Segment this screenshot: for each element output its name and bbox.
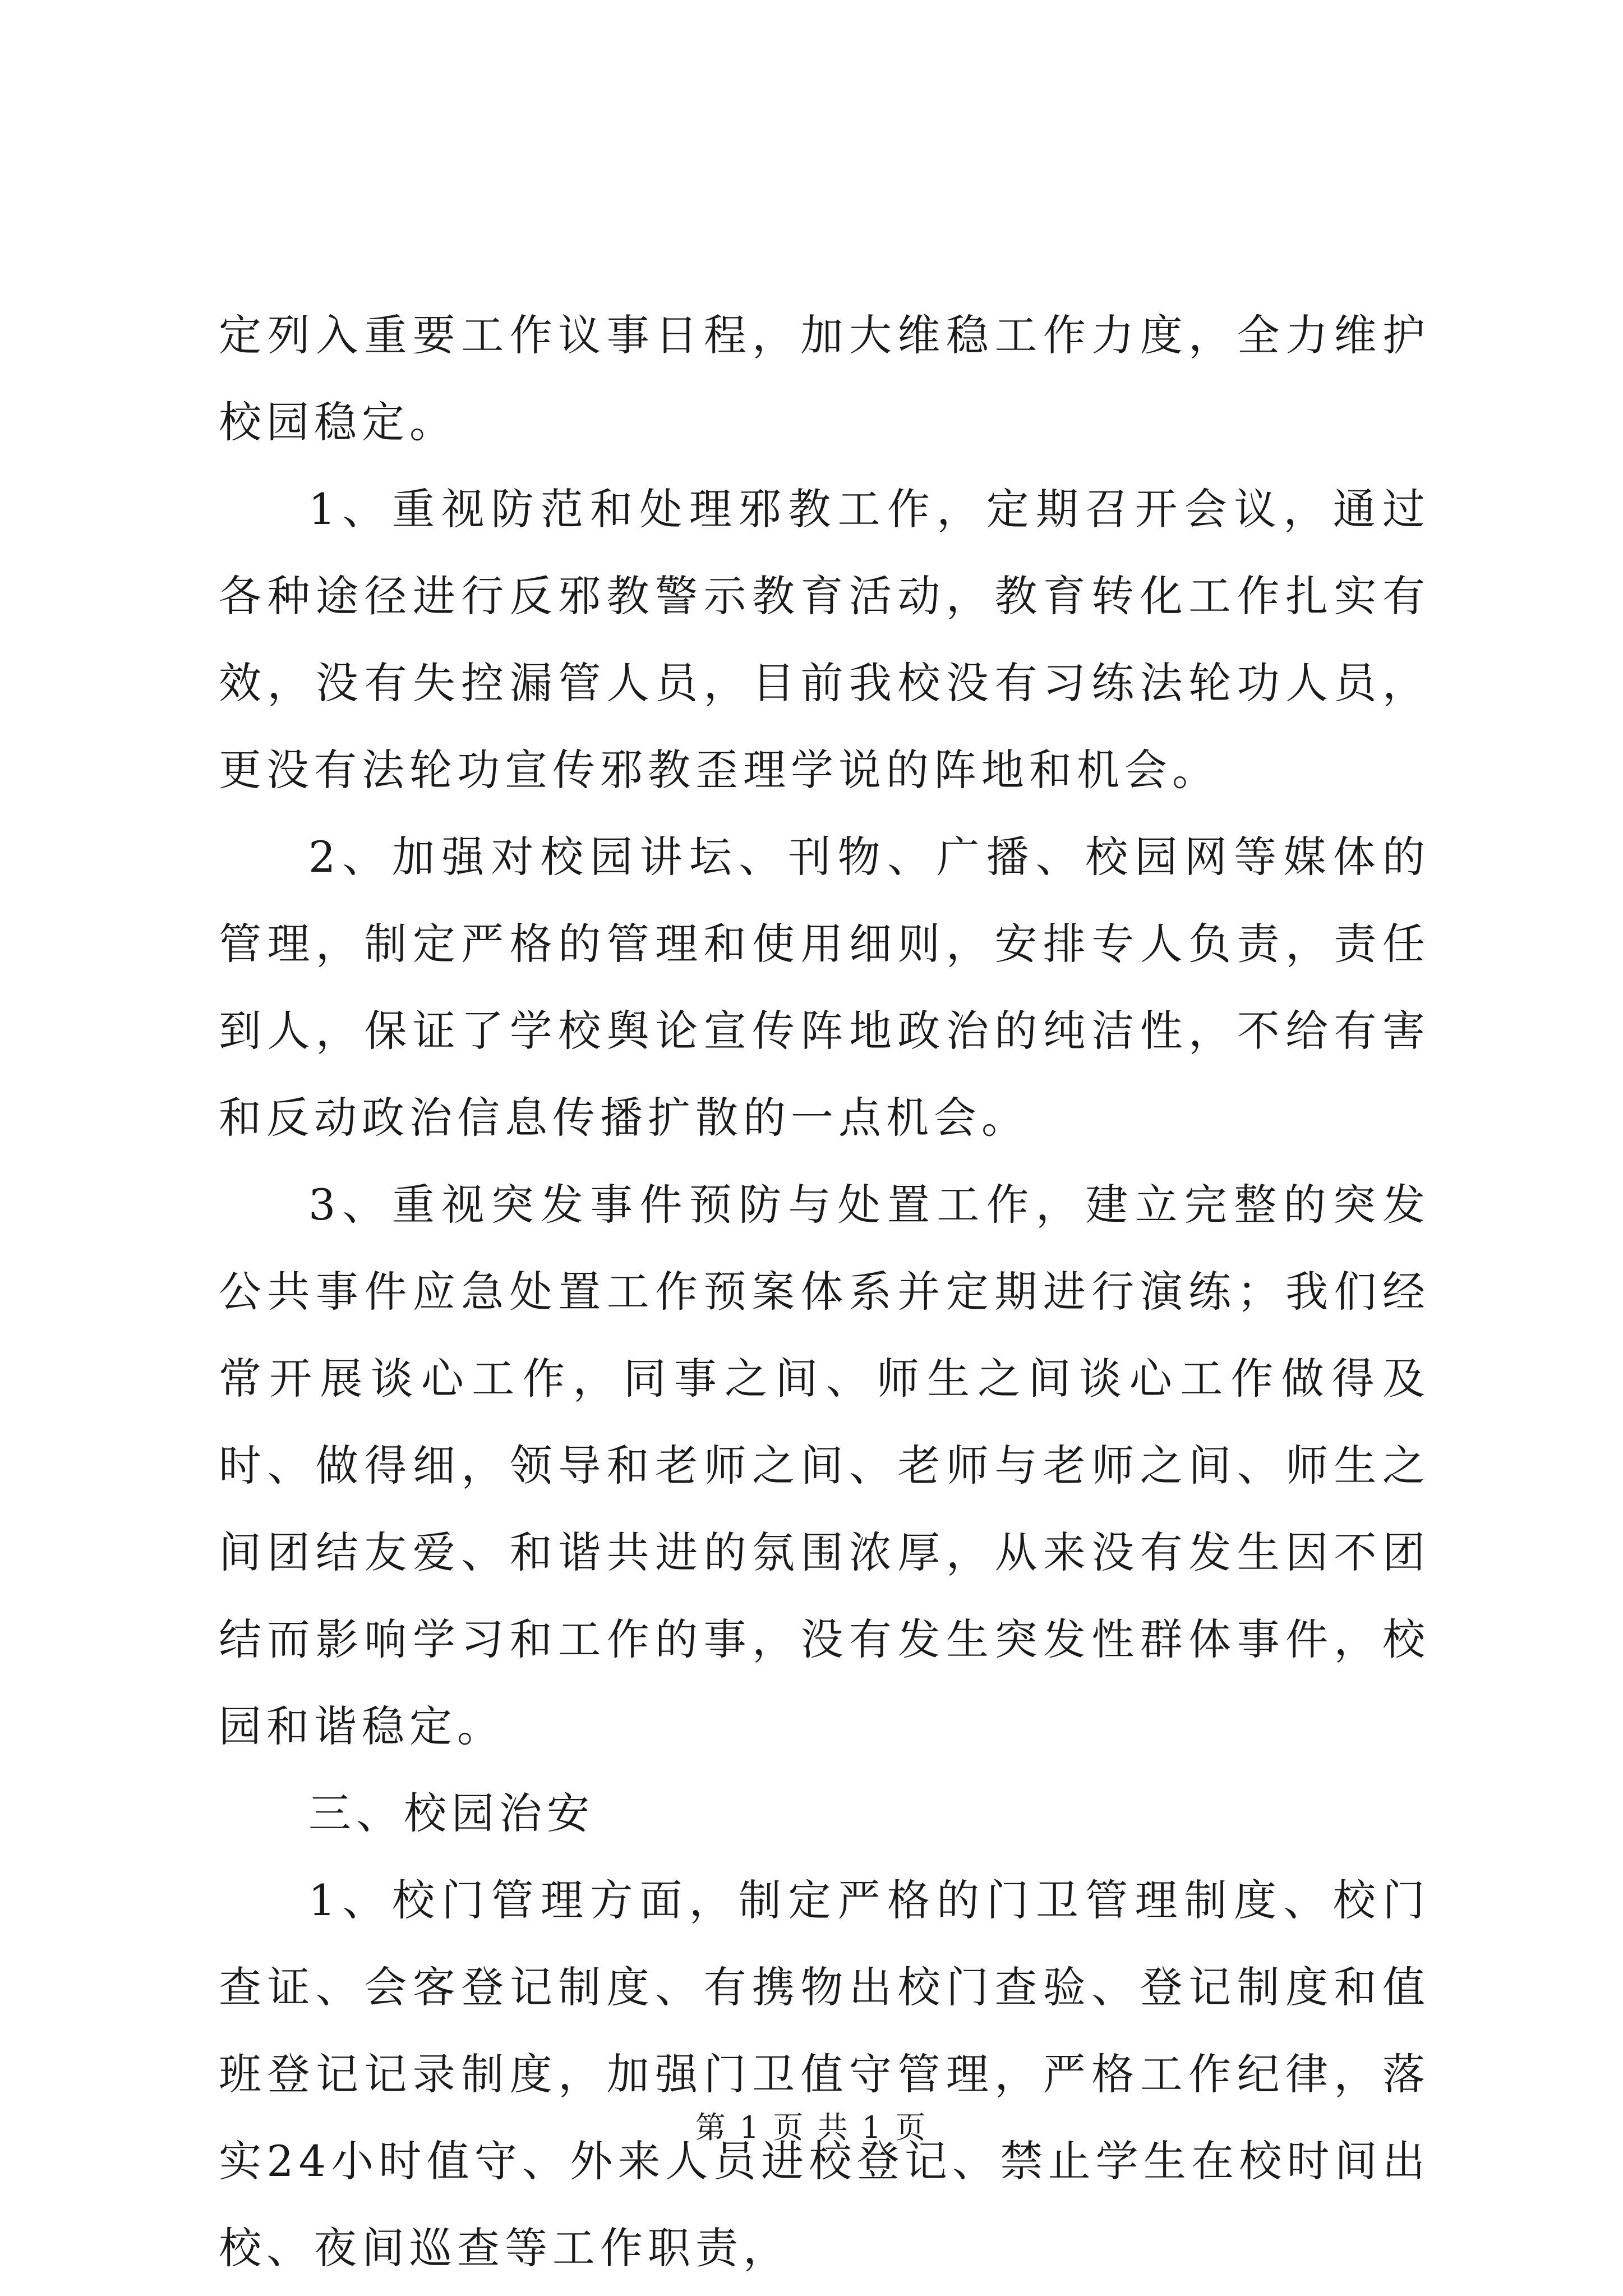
document-body — [219, 292, 1430, 2292]
paragraph-item-1-section-3: 1、校门管理方面，制定严格的门卫管理制度、校门查证、会客登记制度、有携物出校门查验、登记制度和值班登记记录制度，加强门卫值守管理，严格工作纪律，落实24小时值守、外来人员进校登记、禁止学生在校时间出校、夜间巡查等工作职责， — [219, 1875, 1430, 2273]
paragraph-item-3: 3、重视突发事件预防与处置工作，建立完整的突发公共事件应急处置工作预案体系并定期进行演练；我们经常开展谈心工作，同事之间、师生之间谈心工作做得及时、做得细，领导和老师之间、老师与老师之间、师生之间团结友爱、和谐共进的氛围浓厚，从来没有发生因不团结而影响学习和工作的事，没有发生突发性群体事件，校园和谐稳定。 — [219, 1180, 1430, 1751]
paragraph-item-2: 2、加强对校园讲坛、刊物、广播、校园网等媒体的管理，制定严格的管理和使用细则，安排专人负责，责任到人，保证了学校舆论宣传阵地政治的纯洁性，不给有害和反动政治信息传播扩散的一点机会。 — [219, 832, 1430, 1143]
paragraph-continuation: 定列入重要工作议事日程，加大维稳工作力度，全力维护校园稳定。 — [219, 310, 1430, 447]
page-footer: 第 1 页 共 1 页 — [695, 2110, 928, 2145]
paragraph-item-1: 1、重视防范和处理邪教工作，定期召开会议，通过各种途径进行反邪教警示教育活动，教育转化工作扎实有效，没有失控漏管人员，目前我校没有习练法轮功人员，更没有法轮功宣传邪教歪理学说的阵地和机会。 — [219, 484, 1430, 795]
section-heading: 三、校园治安 — [308, 1788, 594, 1838]
